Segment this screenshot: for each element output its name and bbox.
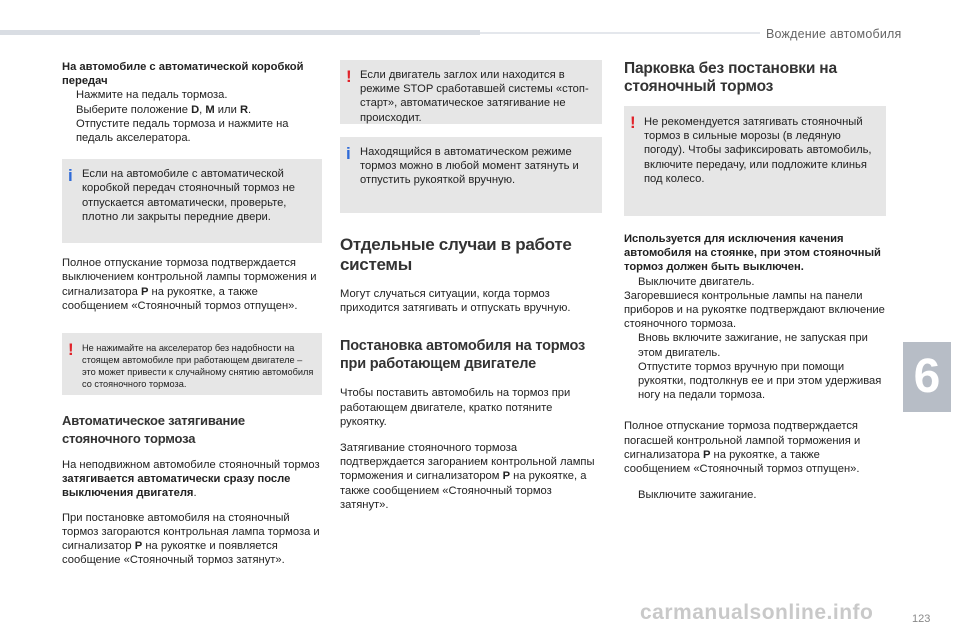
section-title: Автоматическое затягивание стояночного тормоза xyxy=(62,413,245,447)
warning-icon: ! xyxy=(630,113,636,132)
step-item: Отпустите педаль тормоза и нажмите на педаль акселератора. xyxy=(76,117,289,145)
paragraph: Загоревшиеся контрольные лампы на панели приборов и на рукоятке подтверждают включение стояночного тормоза. xyxy=(624,289,885,331)
step-item: Вновь включите зажигание, не запуская при этом двигатель. xyxy=(638,332,868,359)
paragraph: Полное отпускание тормоза подтверждается погасшей контрольной лампой торможения и сигнализатора P на рукоятке, а также сообщением «Стояночный тормоз отпущен». xyxy=(624,420,861,476)
section-title: Отдельные случаи в работе системы xyxy=(340,235,572,274)
step-item: Отпустите тормоз вручную при помощи рукоятки, подтолкнув ее и при этом удерживая ногу на педали тормоза. xyxy=(638,360,882,402)
paragraph: Могут случаться ситуации, когда тормоз приходится затягивать и отпускать вручную. xyxy=(340,288,571,315)
subsection-title: Парковка без постановки на стояночный тормоз xyxy=(624,60,837,95)
paragraph: Чтобы поставить автомобиль на тормоз при работающем двигателе, кратко потяните рукоятку. xyxy=(340,387,571,428)
info-note: i Если на автомобиле с автоматической коробкой передач стояночный тормоз не отпускается автоматически, проверьте, плотно ли закрыты передние двери. xyxy=(62,159,322,243)
automatic-gearbox-heading: На автомобиле с автоматической коробкой передач xyxy=(62,61,304,88)
column-3 xyxy=(624,60,886,502)
warning-icon: ! xyxy=(346,67,352,86)
info-icon: i xyxy=(68,166,73,186)
info-note: i Находящийся в автоматическом режиме тормоз можно в любой момент затянуть и отпустить рукояткой вручную. xyxy=(340,137,602,213)
paragraph: Затягивание стояночного тормоза подтверждается загоранием контрольной лампы торможения и сигнализатором P на рукоятке, а также сообщением «Стояночный тормоз затянут». xyxy=(340,442,595,511)
warning-note: ! Не рекомендуется затягивать стояночный тормоз в сильные морозы (в ледяную погоду). Чтобы зафиксировать автомобиль, включите передачу, или подложите клинья под колесо. xyxy=(624,106,886,216)
info-icon: i xyxy=(346,144,351,163)
paragraph: На неподвижном автомобиле стояночный тормоз затягивается автоматически сразу после выключения двигателя. xyxy=(62,459,320,500)
step-item: Выключите двигатель. xyxy=(638,275,755,288)
column-1 xyxy=(62,60,322,567)
header-rule xyxy=(0,30,480,35)
step-item: Выключите зажигание. xyxy=(638,489,757,502)
subsection-title: Постановка автомобиля на тормоз при работающем двигателе xyxy=(340,338,586,373)
column-2 xyxy=(340,60,602,512)
chapter-tab: 6 xyxy=(903,342,951,412)
paragraph: При постановке автомобиля на стояночный тормоз загораются контрольная лампа тормоза и сигнализатор P на рукоятке и появляется сообщение «Стояночный тормоз затянут». xyxy=(62,511,320,567)
paragraph: Полное отпускание тормоза подтверждается выключением контрольной лампы торможения и сигнализатора P на рукоятке, а также сообщением «Стояночный тормоз отпущен». xyxy=(62,257,317,312)
warning-note: ! Не нажимайте на акселератор без надобности на стоящем автомобиле при работающем двигателе – это может привести к случайному снятию автомобиля со стояночного тормоза. xyxy=(62,333,322,395)
page-number: 123 xyxy=(912,613,931,625)
step-item: Нажмите на педаль тормоза. xyxy=(76,89,228,102)
step-item: Выберите положение D, M или R. xyxy=(76,103,252,116)
watermark-text: carmanualsonline.info xyxy=(640,601,874,624)
warning-note: ! Если двигатель заглох или находится в режиме STOP сработавшей системы «стоп-старт», автоматическое затягивание не происходит. xyxy=(340,60,602,124)
running-header: Вождение автомобиля xyxy=(766,27,902,41)
bold-paragraph: Используется для исключения качения автомобиля на стоянке, при этом стояночный тормоз должен быть выключен. xyxy=(624,233,881,274)
warning-icon: ! xyxy=(68,340,74,360)
header-rule-thin xyxy=(480,32,760,34)
